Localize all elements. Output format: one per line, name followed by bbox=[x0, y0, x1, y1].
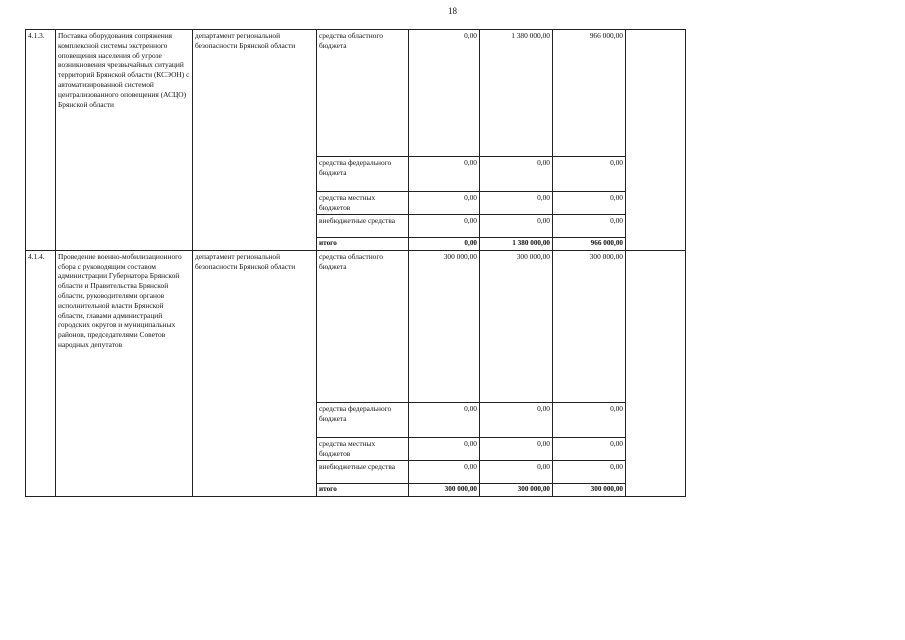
amount-cell: 0,00 bbox=[553, 437, 626, 460]
amount-cell: 0,00 bbox=[409, 437, 480, 460]
amount-cell: 0,00 bbox=[480, 460, 553, 483]
table-row bbox=[26, 30, 686, 157]
amount-cell: 0,00 bbox=[409, 192, 480, 215]
total-amount: 300 000,00 bbox=[553, 483, 626, 496]
funding-source: средства областного бюджета bbox=[317, 250, 409, 402]
funding-source: средства федерального бюджета bbox=[317, 402, 409, 437]
table-row bbox=[26, 250, 686, 402]
funding-source: средства областного бюджета bbox=[317, 30, 409, 157]
total-amount: 966 000,00 bbox=[553, 238, 626, 251]
amount-cell: 300 000,00 bbox=[409, 250, 480, 402]
total-label: итого bbox=[317, 238, 409, 251]
total-amount: 300 000,00 bbox=[480, 483, 553, 496]
funding-source: внебюджетные средства bbox=[317, 460, 409, 483]
executor: департамент региональной безопасности Брянской области bbox=[193, 30, 317, 251]
amount-cell: 0,00 bbox=[480, 437, 553, 460]
total-amount: 1 380 000,00 bbox=[480, 238, 553, 251]
amount-cell: 0,00 bbox=[553, 460, 626, 483]
amount-cell: 0,00 bbox=[409, 30, 480, 157]
amount-cell: 0,00 bbox=[553, 157, 626, 192]
amount-cell: 0,00 bbox=[409, 215, 480, 238]
row-index: 4.1.3. bbox=[26, 30, 56, 251]
page-number: 18 bbox=[448, 6, 457, 16]
executor: департамент региональной безопасности Брянской области bbox=[193, 250, 317, 496]
amount-cell: 0,00 bbox=[480, 157, 553, 192]
amount-cell: 300 000,00 bbox=[553, 250, 626, 402]
funding-source: средства местных бюджетов bbox=[317, 192, 409, 215]
amount-cell: 0,00 bbox=[480, 192, 553, 215]
measure-name: Проведение военно-мобилизационного сбора с руководящим составом администрации Губернатора Брянской области и Правительства Брянской области, руководителями органов исполнительной власти Брянской области, главами администраций городских округов и муниципальных районов, председателями Советов народных депутатов bbox=[56, 250, 193, 496]
budget-table bbox=[25, 29, 686, 497]
amount-cell: 966 000,00 bbox=[553, 30, 626, 157]
total-amount: 300 000,00 bbox=[409, 483, 480, 496]
amount-cell: 0,00 bbox=[553, 192, 626, 215]
amount-cell: 0,00 bbox=[480, 402, 553, 437]
empty-cell bbox=[626, 30, 686, 251]
amount-cell: 0,00 bbox=[409, 460, 480, 483]
amount-cell: 0,00 bbox=[409, 157, 480, 192]
total-amount: 0,00 bbox=[409, 238, 480, 251]
amount-cell: 0,00 bbox=[480, 215, 553, 238]
funding-source: внебюджетные средства bbox=[317, 215, 409, 238]
total-label: итого bbox=[317, 483, 409, 496]
amount-cell: 0,00 bbox=[553, 402, 626, 437]
amount-cell: 0,00 bbox=[553, 215, 626, 238]
amount-cell: 0,00 bbox=[409, 402, 480, 437]
empty-cell bbox=[626, 250, 686, 496]
row-index: 4.1.4. bbox=[26, 250, 56, 496]
amount-cell: 1 380 000,00 bbox=[480, 30, 553, 157]
measure-name: Поставка оборудования сопряжения комплексной системы экстренного оповещения населения об угрозе возникновения чрезвычайных ситуаций территорий Брянской области (КСЭОН) с автоматизированной системой централизованного оповещения (АСЦО) Брянской области bbox=[56, 30, 193, 251]
funding-source: средства местных бюджетов bbox=[317, 437, 409, 460]
funding-source: средства федерального бюджета bbox=[317, 157, 409, 192]
amount-cell: 300 000,00 bbox=[480, 250, 553, 402]
